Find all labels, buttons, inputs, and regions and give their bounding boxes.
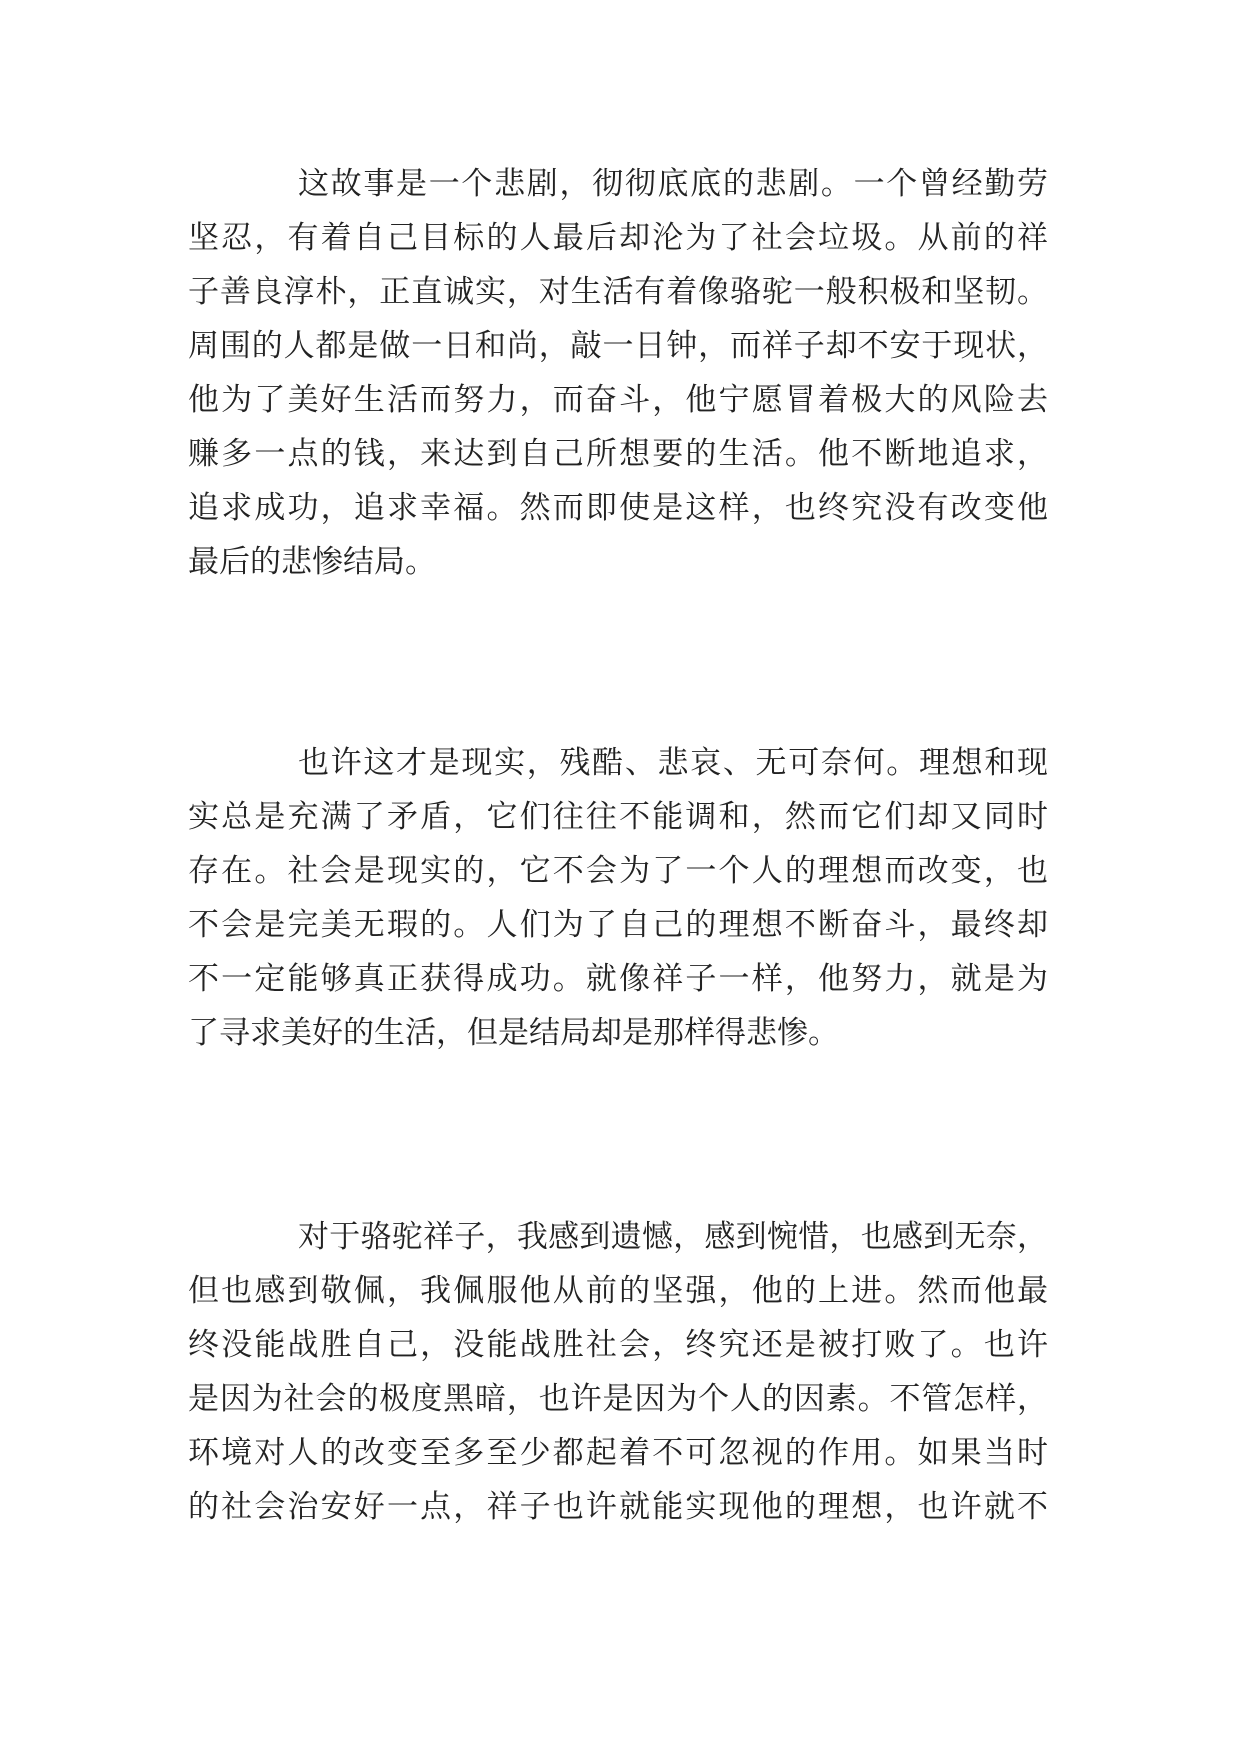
- paragraph-line: 的社会治安好一点，祥子也许就能实现他的理想，也许就不: [188, 1489, 1048, 1525]
- paragraph-line: 了寻求美好的生活，但是结局却是那样得悲惨。: [188, 1015, 839, 1051]
- paragraph-line: 赚多一点的钱，来达到自己所想要的生活。他不断地追求，: [188, 436, 1048, 472]
- paragraph-1: [188, 157, 1048, 589]
- paragraph-line: 追求成功，追求幸福。然而即使是这样，也终究没有改变他: [188, 490, 1048, 526]
- paragraph-line: 对于骆驼祥子，我感到遗憾，感到惋惜，也感到无奈，: [298, 1219, 1048, 1255]
- paragraph-line: 他为了美好生活而努力，而奋斗，他宁愿冒着极大的风险去: [188, 382, 1048, 418]
- paragraph-line: 坚忍，有着自己目标的人最后却沦为了社会垃圾。从前的祥: [188, 220, 1048, 256]
- paragraph-line: 实总是充满了矛盾，它们往往不能调和，然而它们却又同时: [188, 799, 1048, 835]
- paragraph-line: 但也感到敬佩，我佩服他从前的坚强，他的上进。然而他最: [188, 1273, 1048, 1309]
- paragraph-line: 存在。社会是现实的，它不会为了一个人的理想而改变，也: [188, 853, 1048, 889]
- paragraph-line: 周围的人都是做一日和尚，敲一日钟，而祥子却不安于现状，: [188, 328, 1048, 364]
- paragraph-line: 环境对人的改变至多至少都起着不可忽视的作用。如果当时: [188, 1435, 1048, 1471]
- paragraph-line: 不一定能够真正获得成功。就像祥子一样，他努力，就是为: [188, 961, 1048, 997]
- paragraph-line: 这故事是一个悲剧，彻彻底底的悲剧。一个曾经勤劳: [298, 166, 1048, 202]
- paragraph-3: [188, 1210, 1048, 1534]
- paragraph-line: 最后的悲惨结局。: [188, 544, 436, 580]
- paragraph-2: [188, 736, 1048, 1060]
- paragraph-line: 子善良淳朴，正直诚实，对生活有着像骆驼一般积极和坚韧。: [188, 274, 1048, 310]
- paragraph-line: 是因为社会的极度黑暗，也许是因为个人的因素。不管怎样，: [188, 1381, 1048, 1417]
- paragraph-line: 不会是完美无瑕的。人们为了自己的理想不断奋斗，最终却: [188, 907, 1048, 943]
- paragraph-line: 也许这才是现实，残酷、悲哀、无可奈何。理想和现: [298, 745, 1048, 781]
- paragraph-line: 终没能战胜自己，没能战胜社会，终究还是被打败了。也许: [188, 1327, 1048, 1363]
